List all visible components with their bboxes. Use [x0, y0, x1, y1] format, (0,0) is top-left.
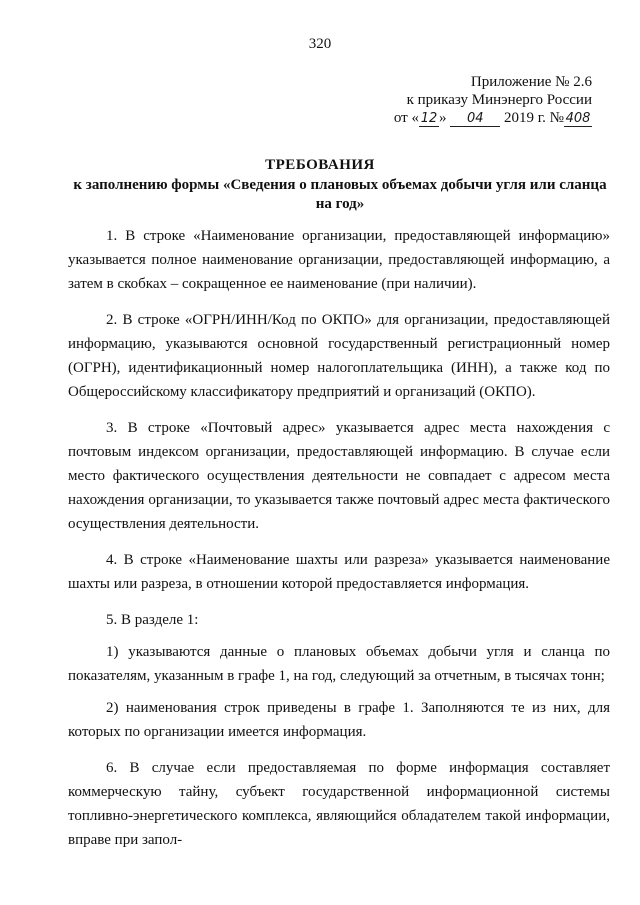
- paragraph-2: 2. В строке «ОГРН/ИНН/Код по ОКПО» для организации, предоставляющей информацию, указываются основной государственный регистрационный номер (ОГРН), идентификационный номер налогоплательщика (ИНН), а также код по Общероссийскому классификатору предприятий и организаций (ОКПО).: [68, 312, 610, 400]
- paragraph-3: 3. В строке «Почтовый адрес» указывается адрес места нахождения с почтовым индексом организации, предоставляющей информацию. В случае если место фактического осуществления деятельности не совпадает с адресом места нахождения организации, то указывается также почтовый адрес места фактического осуществления деятельности.: [68, 420, 610, 532]
- appendix-header: [362, 73, 592, 127]
- paragraph-5-1: 1) указываются данные о плановых объемах добычи угля и сланца по показателям, указанным в графе 1, на год, следующий за отчетным, в тысячах тонн;: [68, 644, 610, 684]
- page-number: 320: [308, 36, 332, 52]
- date-day: 12: [420, 111, 438, 126]
- appendix-title: Приложение № 2.6: [470, 74, 592, 90]
- paragraph-4: 4. В строке «Наименование шахты или разреза» указывается наименование шахты или разреза, в отношении которой предоставляется информация.: [68, 552, 610, 592]
- document-subtitle: к заполнению формы «Сведения о плановых объемах добычи угля или сланца на год»: [73, 177, 607, 212]
- paragraph-5: 5. В разделе 1:: [106, 612, 199, 628]
- appendix-order-ref: к приказу Минэнерго России: [406, 92, 592, 108]
- date-prefix: от «: [393, 110, 419, 126]
- appendix-date-line: [362, 109, 592, 127]
- paragraph-5-2: 2) наименования строк приведены в графе 1. Заполняются те из них, для которых по организации имеется информация.: [68, 700, 610, 740]
- paragraph-1: 1. В строке «Наименование организации, предоставляющей информацию» указывается полное наименование организации, предоставляющей информацию, а затем в скобках – сокращенное ее наименование (при наличии).: [68, 228, 610, 292]
- date-year: 2019 г. №: [500, 110, 564, 126]
- order-number: 408: [565, 111, 591, 126]
- document-title: ТРЕБОВАНИЯ: [265, 157, 375, 173]
- paragraph-6: 6. В случае если предоставляемая по форме информация составляет коммерческую тайну, субъект государственной информационной системы топливно-энергетического комплекса, являющийся обладателем такой информации, вправе при запол-: [68, 760, 610, 848]
- document-body: [68, 224, 610, 864]
- date-month: 04: [450, 112, 500, 127]
- date-mid: »: [438, 110, 451, 126]
